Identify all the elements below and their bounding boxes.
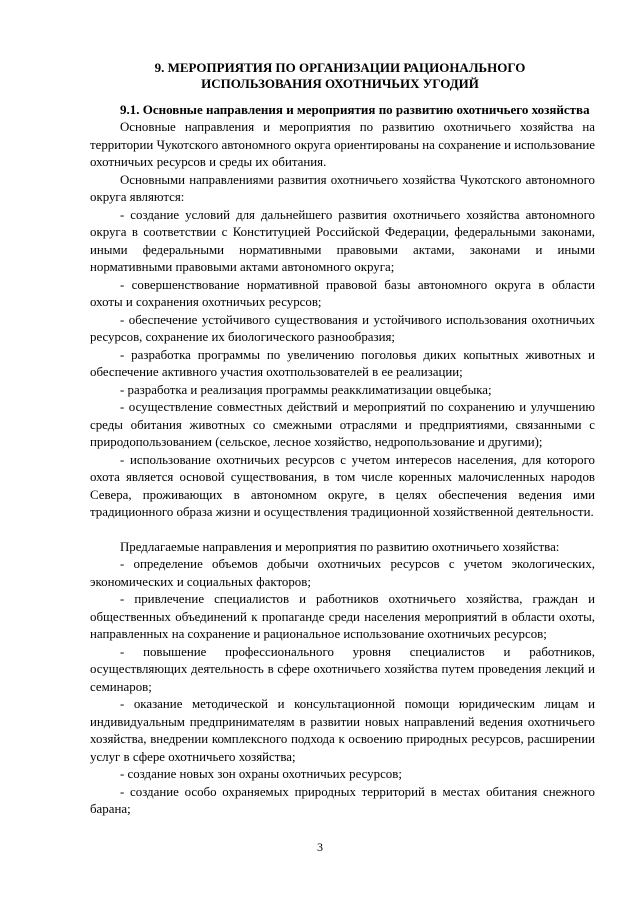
list-item: - создание условий для дальнейшего развития охотничьего хозяйства автономного округа в соответствии с Конституцией Российской Федерации, федеральными законами, иными федеральными нормативными правовыми актами, законами и иными нормативными правовыми актами автономного округа;	[90, 207, 595, 274]
list-item: - разработка и реализация программы реакклиматизации овцебыка;	[120, 382, 492, 397]
document-body	[90, 119, 595, 819]
paragraph: Основными направлениями развития охотничьего хозяйства Чукотского автономного округа являются:	[90, 172, 595, 204]
section-title	[0, 60, 640, 92]
section-title-line2: ИСПОЛЬЗОВАНИЯ ОХОТНИЧЬИХ УГОДИЙ	[201, 76, 479, 91]
list-item: - создание новых зон охраны охотничьих ресурсов;	[120, 767, 402, 781]
list-item: - осуществление совместных действий и мероприятий по сохранению и улучшению среды обитания животных со смежными отраслями и предприятиями, связанными с природопользованием (сельское, лесное хозяйство, недропользование и другими);	[90, 400, 595, 449]
list-item: - разработка программы по увеличению поголовья диких копытных животных и обеспечение активного участия охотпользователей в ее реализации;	[90, 347, 595, 379]
list-item: - определение объемов добычи охотничьих ресурсов с учетом экологических, экономических и социальных факторов;	[90, 557, 595, 589]
list-item: - повышение профессионального уровня специалистов и работников, осуществляющих деятельность в сфере охотничьего хозяйства путем проведения лекций и семинаров;	[90, 644, 595, 694]
paragraph: Основные направления и мероприятия по развитию охотничьего хозяйства на территории Чукотского автономного округа ориентированы на сохранение и использование охотничьих ресурсов и среды их обитания.	[90, 120, 595, 169]
paragraph: Предлагаемые направления и мероприятия по развитию охотничьего хозяйства:	[120, 539, 560, 554]
list-item: - оказание методической и консультационной помощи юридическим лицам и индивидуальным предпринимателям в развитии новых направлений ведения охотничьего хозяйства, внедрении комплексного подхода к освоению природных ресурсов, расширении услуг в сфере охотничьего хозяйства;	[90, 697, 595, 764]
list-item: - совершенствование нормативной правовой базы автономного округа в области охоты и сохранения охотничьих ресурсов;	[90, 277, 595, 309]
list-item: - создание особо охраняемых природных территорий в местах обитания снежного барана;	[90, 784, 595, 816]
subsection-heading: 9.1. Основные направления и мероприятия по развитию охотничьего хозяйства	[120, 102, 590, 117]
list-item: - использование охотничьих ресурсов с учетом интересов населения, для которого охота является основой существования, в том числе коренных малочисленных народов Севера, проживающих в автономном округе, в целях обеспечения ведения ими традиционного образа жизни и осуществления традиционной хозяйственной деятельности.	[90, 452, 595, 519]
section-title-line1: 9. МЕРОПРИЯТИЯ ПО ОРГАНИЗАЦИИ РАЦИОНАЛЬНОГО	[154, 60, 526, 75]
page-number: 3	[317, 840, 323, 854]
list-item: - привлечение специалистов и работников охотничьего хозяйства, граждан и общественных объединений к пропаганде среди населения мероприятий в области охоты, направленных на сохранение и рациональное использование охотничьих ресурсов;	[90, 592, 595, 641]
list-item: - обеспечение устойчивого существования и устойчивого использования охотничьих ресурсов, сохранение их биологического разнообразия;	[90, 312, 595, 344]
